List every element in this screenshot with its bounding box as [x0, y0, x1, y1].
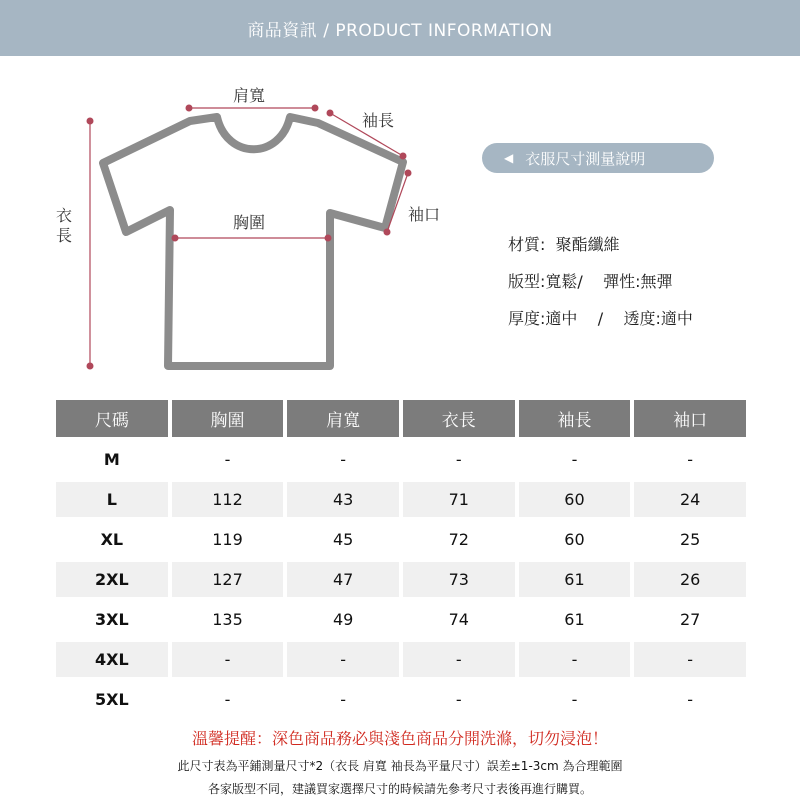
header-banner	[0, 0, 800, 56]
table-cell: -	[340, 690, 347, 709]
size-guide-button[interactable]	[482, 143, 714, 173]
size-cell: L	[56, 482, 168, 517]
triangle-left-icon: ◀	[504, 151, 514, 165]
table-cell: -	[455, 450, 462, 469]
table-cell: -	[687, 450, 694, 469]
chest-label: 胸圍	[233, 213, 266, 232]
size-cell: 2XL	[56, 562, 168, 597]
sleeve-length-label: 袖長	[362, 111, 395, 130]
spec-fit: 版型:寬鬆/ 彈性:無彈	[508, 272, 673, 291]
size-cell: 3XL	[94, 610, 129, 629]
table-cell: 60	[519, 482, 631, 517]
table-cell: 74	[448, 610, 469, 629]
table-cell: 73	[403, 562, 515, 597]
table-cell: 24	[634, 482, 746, 517]
table-cell: 43	[287, 482, 399, 517]
table-row	[56, 522, 746, 557]
table-cell: 72	[448, 530, 469, 549]
table-row	[56, 442, 746, 477]
table-cell: 127	[172, 562, 284, 597]
header-shoulder: 肩寬	[287, 400, 399, 437]
table-cell: -	[224, 450, 231, 469]
table-cell: 61	[564, 610, 585, 629]
header-cuff: 袖口	[634, 400, 746, 437]
header-length: 衣長	[403, 400, 515, 437]
table-row	[56, 682, 746, 717]
table-row	[56, 642, 746, 677]
table-cell: -	[571, 690, 578, 709]
size-cell: M	[103, 450, 120, 469]
table-cell: -	[687, 690, 694, 709]
table-cell: 47	[287, 562, 399, 597]
table-cell: 26	[634, 562, 746, 597]
shoulder-label: 肩寬	[233, 86, 266, 105]
table-cell: -	[287, 642, 399, 677]
purchase-note: 各家版型不同，建議買家選擇尺寸的時候請先參考尺寸表後再進行購買。	[207, 782, 592, 796]
table-row	[56, 482, 746, 517]
table-cell: -	[455, 690, 462, 709]
length-label: 衣長	[56, 206, 73, 245]
table-cell: -	[224, 690, 231, 709]
table-cell: -	[519, 642, 631, 677]
table-row	[56, 602, 746, 637]
header-sleeve: 袖長	[519, 400, 631, 437]
table-cell: -	[571, 450, 578, 469]
measurement-note: 此尺寸表為平鋪測量尺寸*2（衣長 肩寬 袖長為平量尺寸）誤差±1-3cm 為合理範圍	[177, 759, 623, 773]
table-cell: 61	[519, 562, 631, 597]
table-cell: 45	[332, 530, 354, 549]
table-cell: -	[634, 642, 746, 677]
header-size: 尺碼	[56, 400, 168, 437]
header-title: 商品資訊 / PRODUCT INFORMATION	[247, 20, 553, 41]
spec-thickness: 厚度:適中 / 透度:適中	[508, 309, 693, 328]
size-cell: 5XL	[94, 690, 129, 709]
table-cell: 135	[212, 610, 243, 629]
spec-material: 材質: 聚酯纖維	[508, 235, 620, 254]
table-cell: 60	[564, 530, 585, 549]
table-cell: 119	[212, 530, 243, 549]
size-table	[52, 395, 750, 722]
size-cell: 4XL	[56, 642, 168, 677]
table-cell: -	[403, 642, 515, 677]
table-cell: -	[172, 642, 284, 677]
table-row	[56, 562, 746, 597]
table-cell: 112	[172, 482, 284, 517]
table-cell: 25	[679, 530, 701, 549]
table-cell: 27	[679, 610, 701, 629]
header-chest: 胸圍	[172, 400, 284, 437]
table-cell: 71	[403, 482, 515, 517]
cuff-label: 袖口	[408, 205, 441, 224]
size-table-header	[56, 400, 746, 437]
wash-warning: 溫馨提醒：深色商品務必與淺色商品分開洗滌，切勿浸泡！	[191, 729, 608, 748]
size-guide-label: 衣服尺寸測量說明	[525, 149, 646, 168]
size-cell: XL	[100, 530, 124, 549]
garment-diagram	[0, 60, 470, 380]
table-cell: -	[340, 450, 347, 469]
table-cell: 49	[332, 610, 354, 629]
